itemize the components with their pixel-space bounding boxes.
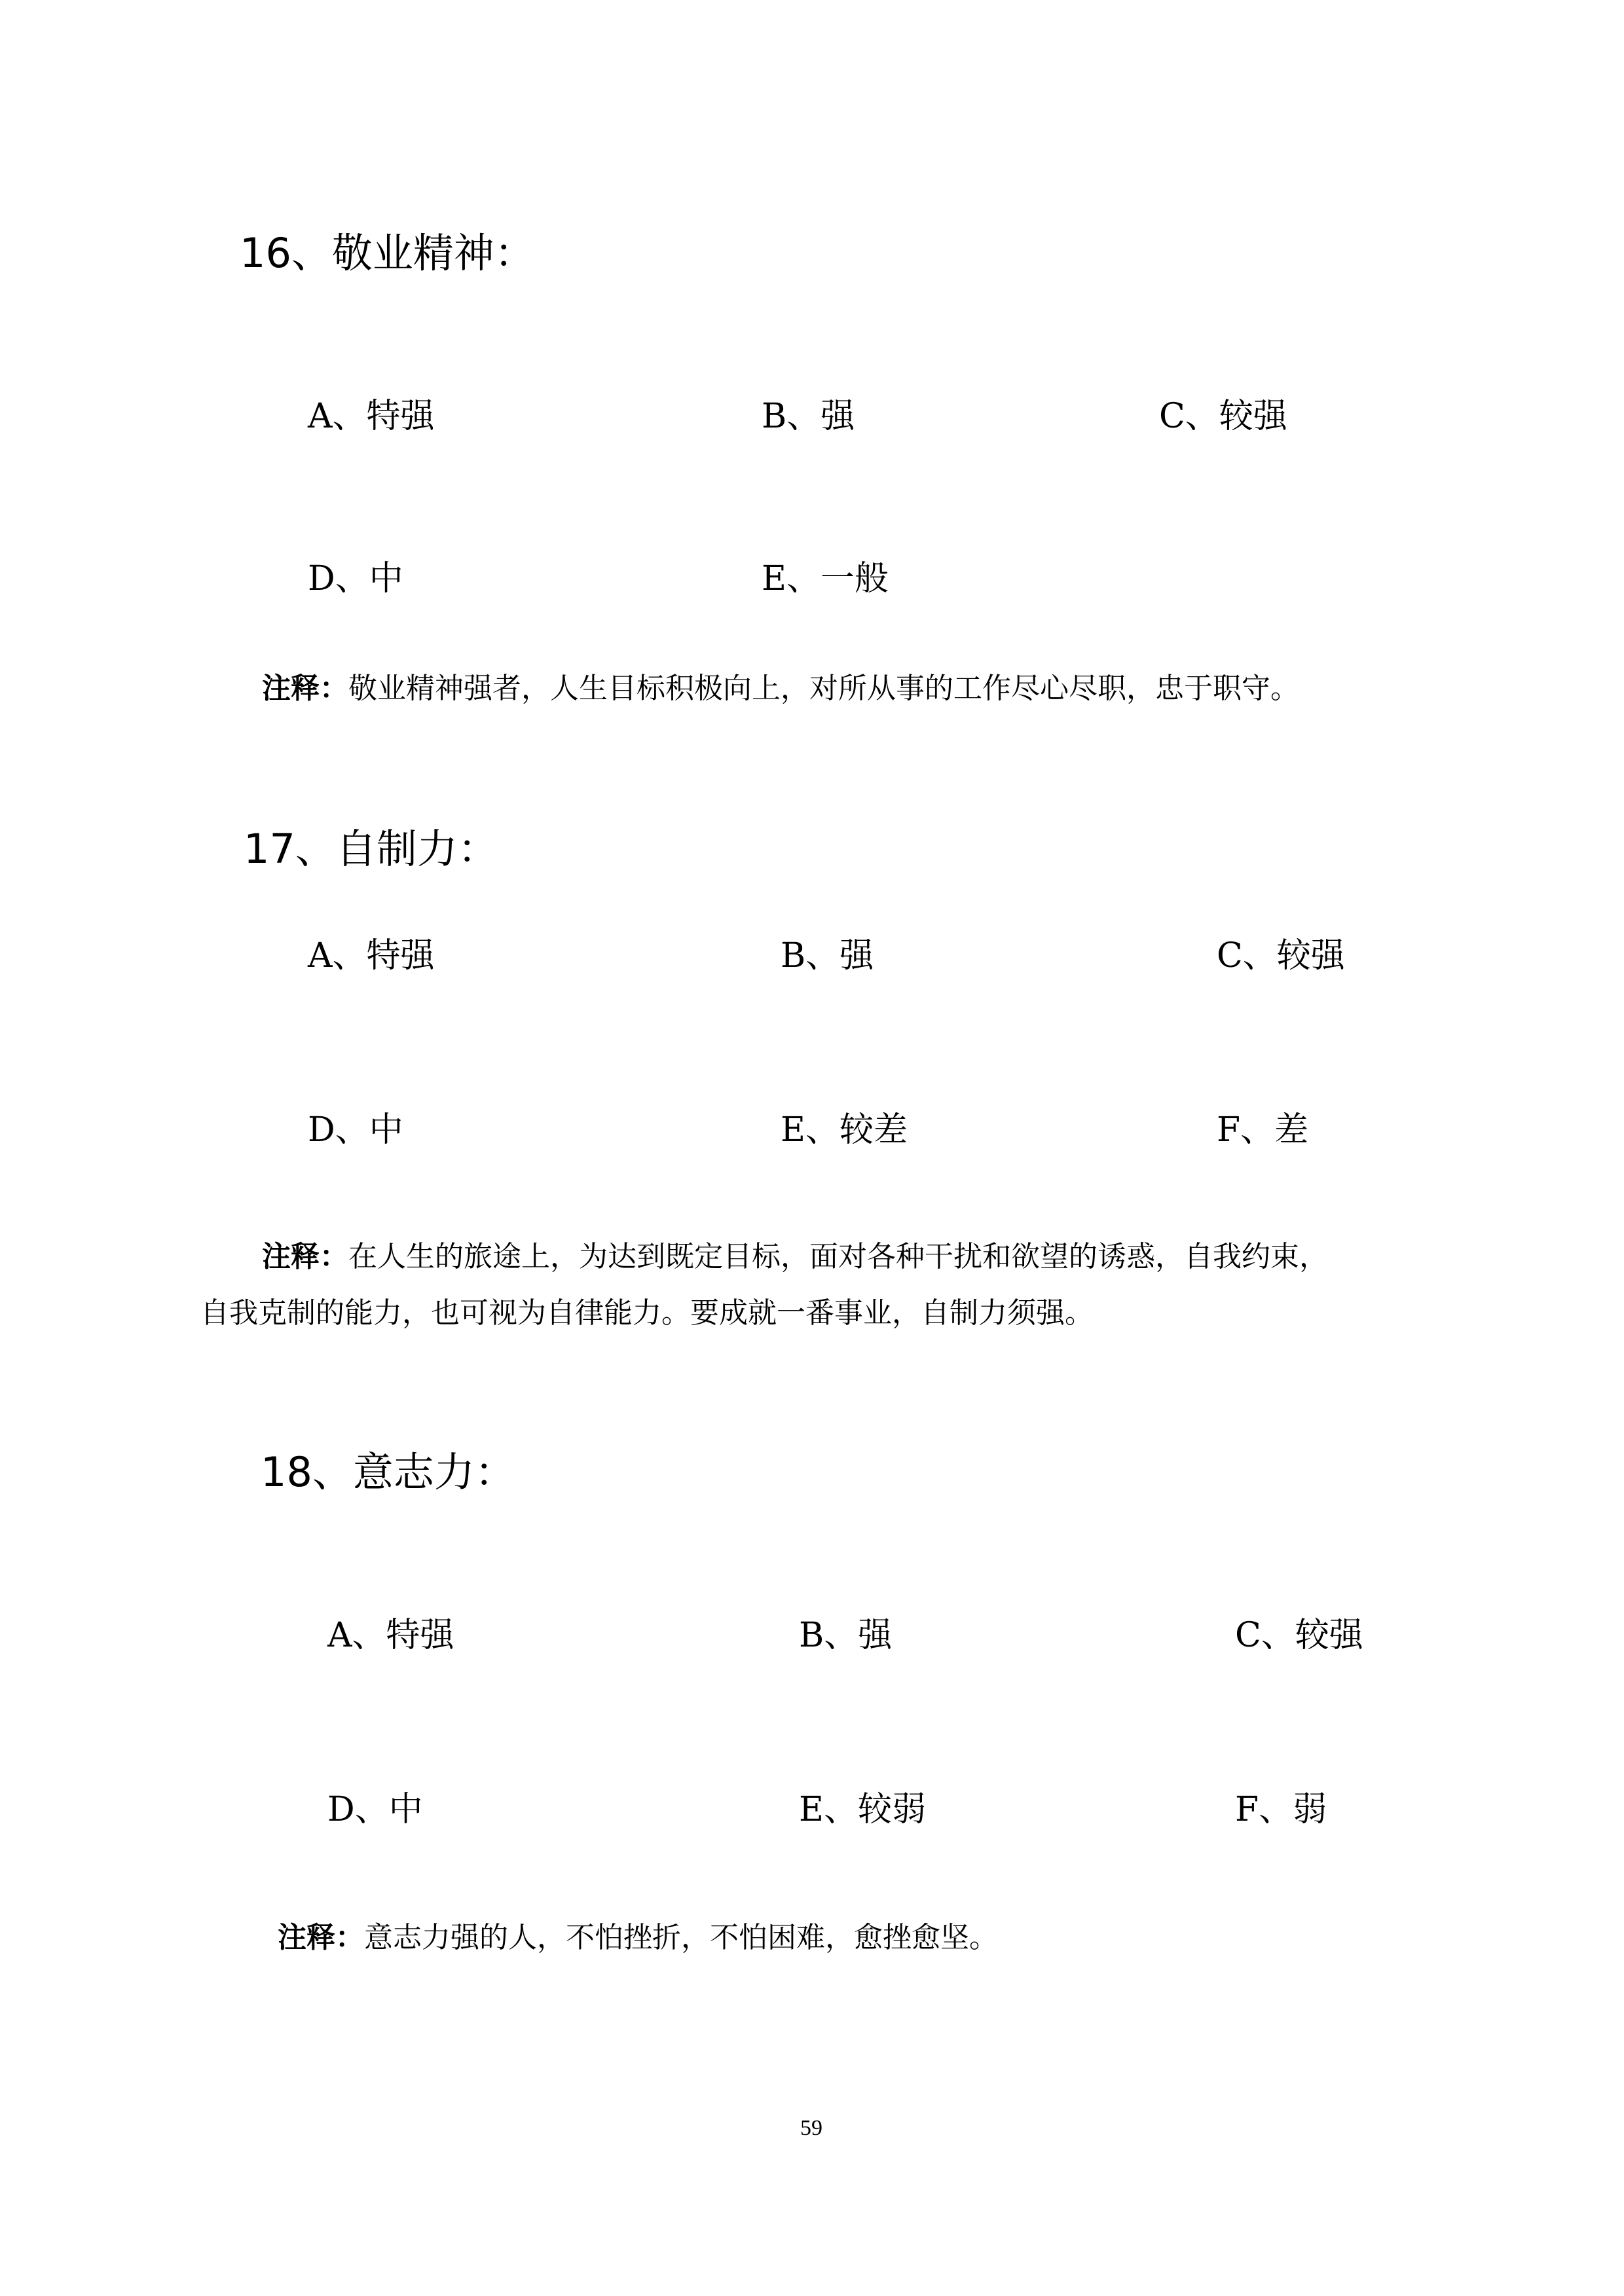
q17-option-a: A、特强 (308, 936, 435, 975)
q17-note-line-1 (262, 1240, 1328, 1275)
q17-option-f: F、差 (1217, 1110, 1309, 1150)
note-label: 注释： (278, 1921, 364, 1954)
q16-option-a: A、特强 (308, 397, 435, 436)
q18-option-c: C、较强 (1235, 1616, 1363, 1655)
q16-option-e: E、一般 (762, 559, 889, 598)
q16-option-b: B、强 (762, 397, 855, 436)
q17-option-d: D、中 (308, 1110, 403, 1150)
note-label: 注释： (262, 672, 348, 705)
note-label: 注释： (262, 1240, 348, 1273)
q18-option-d: D、中 (327, 1790, 423, 1829)
question-17-title: 17、自制力： (244, 825, 498, 873)
q16-option-d: D、中 (308, 559, 403, 598)
q17-option-b: B、强 (781, 936, 874, 975)
q18-option-e: E、较弱 (799, 1790, 926, 1829)
note-text: 在人生的旅途上，为达到既定目标，面对各种干扰和欲望的诱惑，自我约束， (348, 1240, 1328, 1273)
q17-option-e: E、较差 (781, 1110, 908, 1150)
q17-note-line-2: 自我克制的能力，也可视为自律能力。要成就一番事业，自制力须强。 (200, 1296, 1094, 1330)
q16-note (262, 672, 1299, 706)
q18-option-f: F、弱 (1235, 1790, 1327, 1829)
q17-option-c: C、较强 (1217, 936, 1345, 975)
note-text: 意志力强的人，不怕挫折，不怕困难，愈挫愈坚。 (364, 1921, 998, 1954)
question-16-title: 16、敬业精神： (240, 229, 535, 277)
question-18-title: 18、意志力： (261, 1448, 515, 1496)
q18-note (278, 1921, 998, 1956)
q18-option-a: A、特强 (327, 1616, 454, 1655)
q18-option-b: B、强 (799, 1616, 893, 1655)
page-number: 59 (800, 2116, 822, 2140)
q16-option-c: C、较强 (1159, 397, 1287, 436)
note-text: 敬业精神强者，人生目标积极向上，对所从事的工作尽心尽职，忠于职守。 (348, 672, 1299, 705)
